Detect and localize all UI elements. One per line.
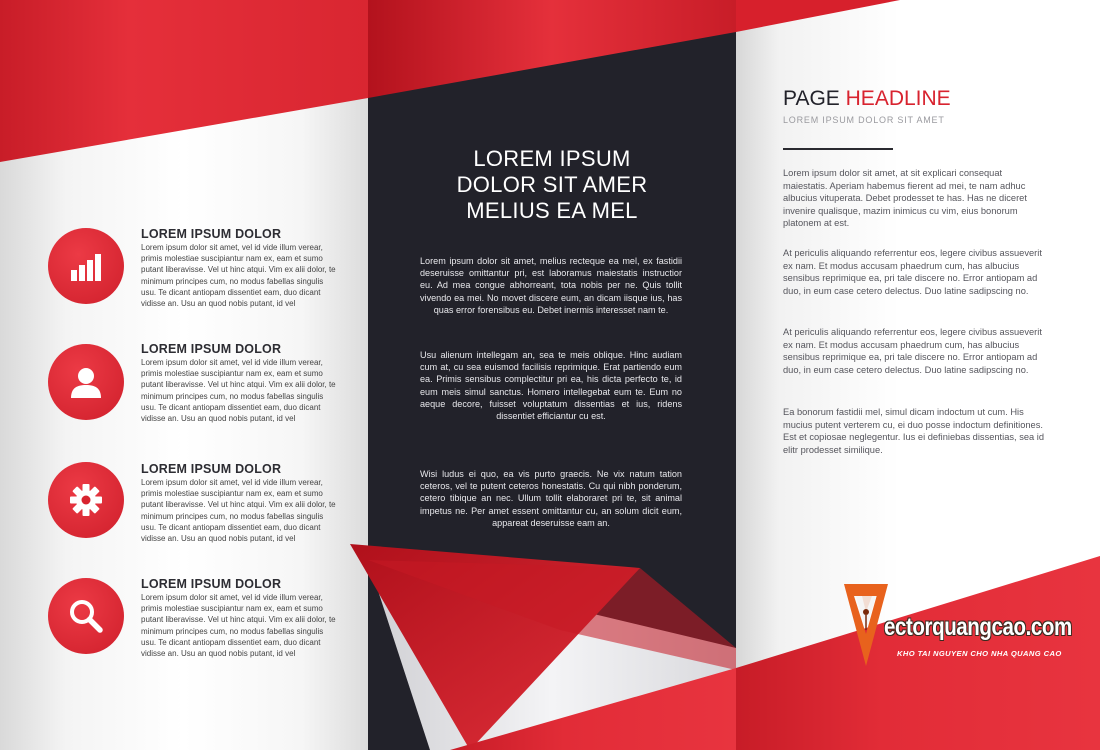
feature-icon-circle (48, 344, 124, 420)
headline-divider (783, 148, 893, 150)
feature-title: LOREM IPSUM DOLOR (141, 462, 282, 476)
red-band-top-middle (368, 0, 736, 98)
feature-title: LOREM IPSUM DOLOR (141, 577, 282, 591)
feature-body: Lorem ipsum dolor sit amet, vel id vide illum verear, primis molestiae suscipiantur nam ex, eam et sumo putant liberavisse. Vel ut hinc atqui. Vim ex alii dolor, te minimum principes cum, no modus fabellas singulis usu. Te dicant antiopam dissentiet eam, duo dicant vidisse an. Usu an quod nobis putant, id vel (141, 478, 336, 544)
red-band-top-left (0, 0, 368, 162)
page-headline-dark: PAGE (783, 87, 840, 110)
right-paragraph: At periculis aliquando referrentur eos, legere civibus assueverit ex nam. Et modus accusam phaedrum cum, has albucius sensibus reprimique ea, pri tale discere no. Error antiopam ad duo, in eum case cetero delectus. Duo latine sadipscing no. (783, 327, 1042, 375)
bar-chart-icon (66, 246, 106, 286)
feature-title: LOREM IPSUM DOLOR (141, 227, 282, 241)
search-icon (66, 596, 106, 636)
right-paragraph: Lorem ipsum dolor sit amet, at sit explicari consequat maiestatis. Aperiam habemus fierent ad mei, te nam adhuc albucius vituperata. Debet prodesset te has. Has ne diceret invenire qualisque, mazim inimicus cu vim, eius bonorum platonem at est. (783, 168, 1027, 229)
middle-paragraph: Wisi ludus ei quo, ea vis purto graecis. Ne vix natum tation ceteros, vel te putent ceteros honestatis. Cu qui nibh ponderum, cetero tibique an nec. Ullum tollit elaboraret pri te, sit animal impetus ne. Per amet essent omittantur cu, an solum dicit eum, appareat deseruisse eam an. (420, 469, 682, 528)
watermark-brand-text: ectorquangcao.com (884, 613, 1072, 641)
feature-icon-circle (48, 228, 124, 304)
gear-icon (66, 480, 106, 520)
feature-body: Lorem ipsum dolor sit amet, vel id vide illum verear, primis molestiae suscipiantur nam ex, eam et sumo putant liberavisse. Vel ut hinc atqui. Vim ex alii dolor, te minimum principes cum, no modus fabellas singulis usu. Te dicant antiopam dissentiet eam, duo dicant vidisse an. Usu an quod nobis putant, id vel (141, 358, 336, 424)
page-subheadline: LOREM IPSUM DOLOR SIT AMET (783, 115, 945, 125)
watermark-tagline: KHO TAI NGUYEN CHO NHA QUANG CAO (897, 649, 1062, 658)
feature-icon-circle (48, 462, 124, 538)
feature-body: Lorem ipsum dolor sit amet, vel id vide illum verear, primis molestiae suscipiantur nam ex, eam et sumo putant liberavisse. Vel ut hinc atqui. Vim ex alii dolor, te minimum principes cum, no modus fabellas singulis usu. Te dicant antiopam dissentiet eam, duo dicant vidisse an. Usu an quod nobis putant, id vel (141, 593, 336, 659)
red-wedge-top-right (736, 0, 900, 32)
feature-icon-circle (48, 578, 124, 654)
middle-heading (420, 146, 684, 224)
feature-body: Lorem ipsum dolor sit amet, vel id vide illum verear, primis molestiae suscipiantur nam ex, eam et sumo putant liberavisse. Vel ut hinc atqui. Vim ex alii dolor, te minimum principes cum, no modus fabellas singulis usu. Te dicant antiopam dissentiet eam, duo dicant vidisse an. Usu an quod nobis putant, id vel (141, 243, 336, 309)
user-icon (66, 362, 106, 402)
middle-paragraph: Usu alienum intellegam an, sea te meis oblique. Hinc audiam cum at, cu sea euismod facilisis reprimique. Erat partiendo eum ea. Primis sensibus complectitur pri ea, his dicta perfecto te, id eum meis simul sanctus. Homero intellegebat eum te. Eum no aeque decore, fuisset voluptatum dissentias et ius, ridens dissentiet efficiantur cu est. (420, 350, 682, 422)
middle-heading-line: MELIUS EA MEL (466, 198, 638, 223)
middle-heading-line: DOLOR SIT AMER (456, 172, 648, 197)
right-paragraph: Ea bonorum fastidii mel, simul dicam indoctum ut cum. His mucius putent verterem cu, ei duo posse indoctum definitiones. Est et copiosae neglegentur. Ius ei definiebas dissentias, sea id elitr prodesset similique. (783, 407, 1044, 455)
right-paragraph: At periculis aliquando referrentur eos, legere civibus assueverit ex nam. Et modus accusam phaedrum cum, has albucius sensibus reprimique ea, pri tale discere no. Error antiopam ad duo, in eum case cetero delectus. Duo latine sadipscing no. (783, 248, 1042, 296)
middle-heading-line: LOREM IPSUM (473, 146, 631, 171)
page-headline (783, 87, 951, 111)
middle-paragraph: Lorem ipsum dolor sit amet, melius recteque ea mel, ex fastidii deseruisse omittantur pri, est laboramus maiestatis instructior eu. Ad mea congue abhorreant, tota nobis per ne. Quis tollit vivendo ea mei. No movet discere eum, an dicam iisque ius, has quas error forensibus eu. Debet inermis interesset nam te. (420, 256, 682, 315)
page-headline-red: HEADLINE (845, 87, 951, 110)
feature-title: LOREM IPSUM DOLOR (141, 342, 282, 356)
